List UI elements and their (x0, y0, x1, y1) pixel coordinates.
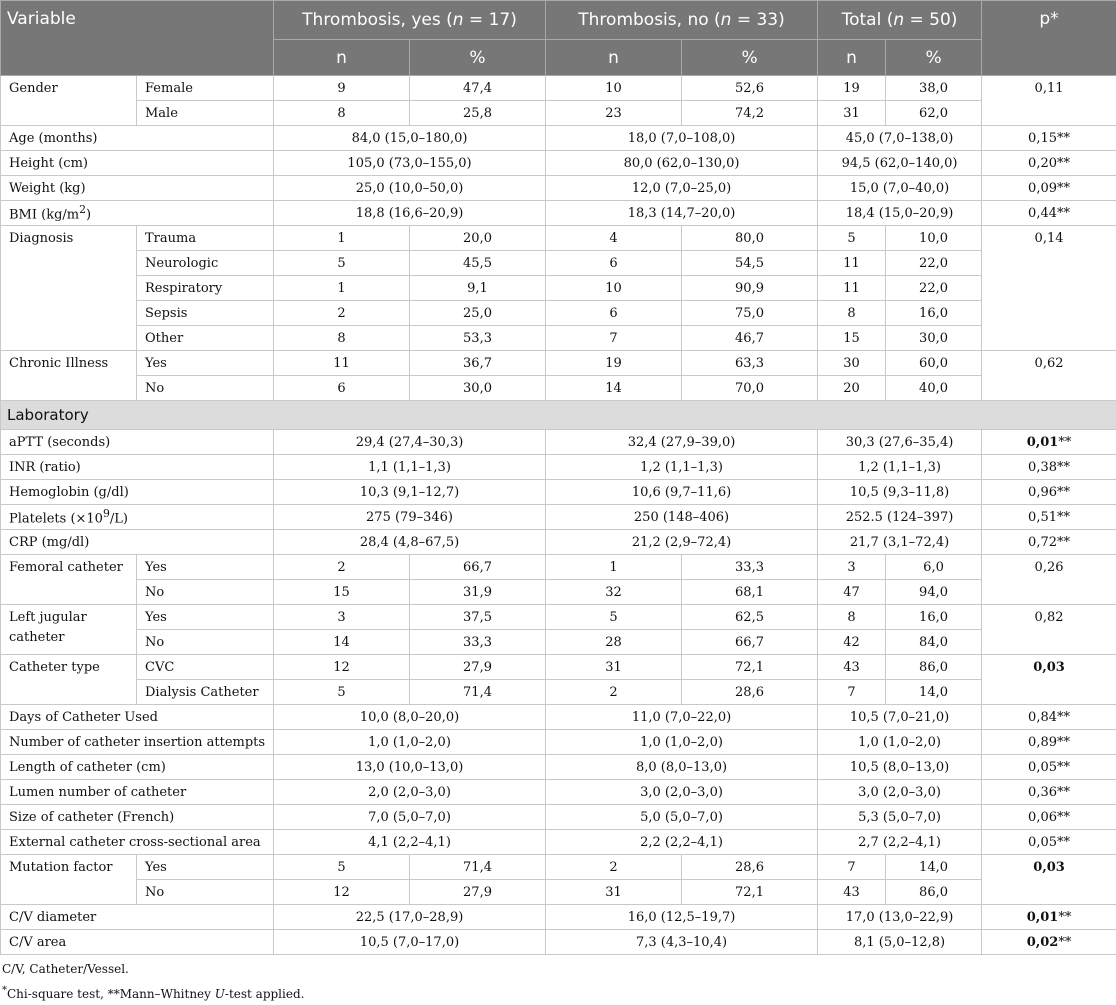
sub-label: Neurologic (137, 251, 274, 276)
cell-value: 32 (546, 580, 682, 605)
p-value: 0,02** (982, 930, 1116, 955)
table-row (1, 376, 1116, 401)
cell-value: 9,1 (410, 276, 546, 301)
subheader-pct: % (410, 40, 546, 76)
cell-value: 10,6 (9,7–11,6) (546, 480, 818, 505)
cell-value: 60,0 (886, 351, 982, 376)
cell-value: 45,5 (410, 251, 546, 276)
cell-value: 6 (546, 251, 682, 276)
cell-value: 17,0 (13,0–22,9) (818, 905, 982, 930)
cell-value: 275 (79–346) (274, 505, 546, 530)
cell-value: 8 (274, 101, 410, 126)
cell-value: 40,0 (886, 376, 982, 401)
cell-value: 80,0 (682, 226, 818, 251)
cell-value: 80,0 (62,0–130,0) (546, 151, 818, 176)
cell-value: 10 (546, 276, 682, 301)
cell-value: 22,0 (886, 276, 982, 301)
cell-value: 250 (148–406) (546, 505, 818, 530)
cell-value: 3,0 (2,0–3,0) (818, 780, 982, 805)
p-value: 0,26 (982, 555, 1116, 605)
cell-value: 43 (818, 880, 886, 905)
cell-value: 8,0 (8,0–13,0) (546, 755, 818, 780)
table-row (1, 276, 1116, 301)
p-value: 0,96** (982, 480, 1116, 505)
cell-value: 3 (274, 605, 410, 630)
p-value: 0,05** (982, 830, 1116, 855)
p-value: 0,51** (982, 505, 1116, 530)
cell-value: 20,0 (410, 226, 546, 251)
cell-value: 72,1 (682, 880, 818, 905)
p-value: 0,20** (982, 151, 1116, 176)
cell-value: 1,0 (1,0–2,0) (546, 730, 818, 755)
table-row (1, 226, 1116, 251)
row-label: Gender (1, 76, 137, 126)
cell-value: 71,4 (410, 680, 546, 705)
cell-value: 75,0 (682, 301, 818, 326)
cell-value: 31 (546, 655, 682, 680)
table-row (1, 755, 1116, 780)
cell-value: 36,7 (410, 351, 546, 376)
cell-value: 7 (818, 680, 886, 705)
cell-value: 45,0 (7,0–138,0) (818, 126, 982, 151)
cell-value: 68,1 (682, 580, 818, 605)
cell-value: 12 (274, 655, 410, 680)
row-label: Mutation factor (1, 855, 137, 905)
cell-value: 19 (818, 76, 886, 101)
subheader-n: n (818, 40, 886, 76)
sub-label: Female (137, 76, 274, 101)
row-label: Catheter type (1, 655, 137, 705)
row-label: C/V diameter (1, 905, 274, 930)
cell-value: 10,5 (8,0–13,0) (818, 755, 982, 780)
section-laboratory: Laboratory (1, 401, 1116, 430)
footnote-tests: *Chi-square test, **Mann–Whitney U-test applied. (2, 980, 1116, 1005)
cell-value: 74,2 (682, 101, 818, 126)
cell-value: 66,7 (410, 555, 546, 580)
cell-value: 2,2 (2,2–4,1) (546, 830, 818, 855)
sub-label: No (137, 880, 274, 905)
cell-value: 11,0 (7,0–22,0) (546, 705, 818, 730)
cell-value: 33,3 (410, 630, 546, 655)
cell-value: 84,0 (15,0–180,0) (274, 126, 546, 151)
row-label: Height (cm) (1, 151, 274, 176)
table-row (1, 76, 1116, 101)
table-row (1, 101, 1116, 126)
p-value: 0,03 (982, 655, 1116, 705)
header-variable: Variable (1, 1, 274, 76)
table-row (1, 780, 1116, 805)
table-row (1, 655, 1116, 680)
cell-value: 31 (546, 880, 682, 905)
sub-label: Yes (137, 351, 274, 376)
sub-label: No (137, 580, 274, 605)
cell-value: 8 (818, 605, 886, 630)
cell-value: 9 (274, 76, 410, 101)
p-value: 0,62 (982, 351, 1116, 401)
row-label: Weight (kg) (1, 176, 274, 201)
cell-value: 28,6 (682, 680, 818, 705)
table-row (1, 705, 1116, 730)
table-row (1, 580, 1116, 605)
header-p-value: p* (982, 1, 1116, 76)
cell-value: 6 (546, 301, 682, 326)
cell-value: 33,3 (682, 555, 818, 580)
cell-value: 14 (546, 376, 682, 401)
cell-value: 11 (818, 276, 886, 301)
cell-value: 90,9 (682, 276, 818, 301)
cell-value: 1,0 (1,0–2,0) (818, 730, 982, 755)
table-row (1, 455, 1116, 480)
cell-value: 29,4 (27,4–30,3) (274, 430, 546, 455)
cell-value: 15 (274, 580, 410, 605)
cell-value: 18,0 (7,0–108,0) (546, 126, 818, 151)
cell-value: 28,6 (682, 855, 818, 880)
cell-value: 10,0 (8,0–20,0) (274, 705, 546, 730)
cell-value: 1 (274, 276, 410, 301)
cell-value: 18,4 (15,0–20,9) (818, 201, 982, 226)
row-label: C/V area (1, 930, 274, 955)
cell-value: 3 (818, 555, 886, 580)
cell-value: 10,5 (7,0–21,0) (818, 705, 982, 730)
subheader-n: n (274, 40, 410, 76)
cell-value: 18,8 (16,6–20,9) (274, 201, 546, 226)
row-label: CRP (mg/dl) (1, 530, 274, 555)
table-row (1, 630, 1116, 655)
footnotes (0, 959, 1116, 1005)
cell-value: 30,3 (27,6–35,4) (818, 430, 982, 455)
cell-value: 46,7 (682, 326, 818, 351)
cell-value: 7 (546, 326, 682, 351)
row-label: External catheter cross-sectional area (1, 830, 274, 855)
footnote-abbreviation: C/V, Catheter/Vessel. (2, 959, 1116, 980)
p-value: 0,84** (982, 705, 1116, 730)
p-value: 0,03 (982, 855, 1116, 905)
cell-value: 84,0 (886, 630, 982, 655)
cell-value: 62,5 (682, 605, 818, 630)
table-row (1, 730, 1116, 755)
row-label: Chronic Illness (1, 351, 137, 401)
cell-value: 10,3 (9,1–12,7) (274, 480, 546, 505)
cell-value: 94,5 (62,0–140,0) (818, 151, 982, 176)
row-label: Femoral catheter (1, 555, 137, 605)
p-value: 0,01** (982, 905, 1116, 930)
section-row (1, 401, 1116, 430)
subheader-n: n (546, 40, 682, 76)
cell-value: 54,5 (682, 251, 818, 276)
cell-value: 30,0 (886, 326, 982, 351)
row-label: Size of catheter (French) (1, 805, 274, 830)
cell-value: 21,7 (3,1–72,4) (818, 530, 982, 555)
table-row (1, 126, 1116, 151)
cell-value: 8 (818, 301, 886, 326)
cell-value: 5 (818, 226, 886, 251)
cell-value: 28,4 (4,8–67,5) (274, 530, 546, 555)
cell-value: 31 (818, 101, 886, 126)
header-total: Total (n = 50) (818, 1, 982, 40)
cell-value: 25,0 (10,0–50,0) (274, 176, 546, 201)
cell-value: 14,0 (886, 855, 982, 880)
cell-value: 94,0 (886, 580, 982, 605)
cell-value: 1 (274, 226, 410, 251)
cell-value: 8,1 (5,0–12,8) (818, 930, 982, 955)
row-label: INR (ratio) (1, 455, 274, 480)
cell-value: 25,0 (410, 301, 546, 326)
table-row (1, 326, 1116, 351)
table-row (1, 351, 1116, 376)
sub-label: Yes (137, 855, 274, 880)
table-row (1, 830, 1116, 855)
cell-value: 7 (818, 855, 886, 880)
p-value: 0,05** (982, 755, 1116, 780)
p-value: 0,01** (982, 430, 1116, 455)
cell-value: 21,2 (2,9–72,4) (546, 530, 818, 555)
table-row (1, 480, 1116, 505)
cell-value: 86,0 (886, 880, 982, 905)
cell-value: 8 (274, 326, 410, 351)
row-label: Diagnosis (1, 226, 137, 351)
cell-value: 2 (546, 680, 682, 705)
row-label: Hemoglobin (g/dl) (1, 480, 274, 505)
cell-value: 3,0 (2,0–3,0) (546, 780, 818, 805)
cell-value: 1 (546, 555, 682, 580)
cell-value: 10 (546, 76, 682, 101)
cell-value: 5 (274, 680, 410, 705)
cell-value: 105,0 (73,0–155,0) (274, 151, 546, 176)
cell-value: 2 (274, 555, 410, 580)
subheader-pct: % (682, 40, 818, 76)
cell-value: 43 (818, 655, 886, 680)
row-label: Platelets $(\times 10^9/L)$ (1, 505, 274, 530)
cell-value: 86,0 (886, 655, 982, 680)
cell-value: 6,0 (886, 555, 982, 580)
header-thrombosis-yes: Thrombosis, yes (n = 17) (274, 1, 546, 40)
cell-value: 63,3 (682, 351, 818, 376)
table-row (1, 251, 1116, 276)
cell-value: 2,7 (2,2–4,1) (818, 830, 982, 855)
cell-value: 1,2 (1,1–1,3) (546, 455, 818, 480)
p-value: 0,82 (982, 605, 1116, 655)
cell-value: 7,3 (4,3–10,4) (546, 930, 818, 955)
cell-value: 72,1 (682, 655, 818, 680)
p-value: 0,14 (982, 226, 1116, 351)
cell-value: 2 (546, 855, 682, 880)
row-label: Lumen number of catheter (1, 780, 274, 805)
cell-value: 10,5 (9,3–11,8) (818, 480, 982, 505)
cell-value: 1,2 (1,1–1,3) (818, 455, 982, 480)
cell-value: 47 (818, 580, 886, 605)
sub-label: Yes (137, 605, 274, 630)
cell-value: 5 (274, 251, 410, 276)
sub-label: Male (137, 101, 274, 126)
cell-value: 2,0 (2,0–3,0) (274, 780, 546, 805)
sub-label: Dialysis Catheter (137, 680, 274, 705)
sub-label: Sepsis (137, 301, 274, 326)
cell-value: 14,0 (886, 680, 982, 705)
subheader-pct: % (886, 40, 982, 76)
cell-value: 70,0 (682, 376, 818, 401)
table-row (1, 530, 1116, 555)
p-value: 0,72** (982, 530, 1116, 555)
cell-value: 31,9 (410, 580, 546, 605)
table-row (1, 805, 1116, 830)
header-row (1, 1, 1116, 40)
p-value: 0,38** (982, 455, 1116, 480)
cell-value: 30,0 (410, 376, 546, 401)
cell-value: 13,0 (10,0–13,0) (274, 755, 546, 780)
cell-value: 38,0 (886, 76, 982, 101)
sub-label: Other (137, 326, 274, 351)
p-value: 0,09** (982, 176, 1116, 201)
row-label: Days of Catheter Used (1, 705, 274, 730)
cell-value: 53,3 (410, 326, 546, 351)
sub-label: Yes (137, 555, 274, 580)
table-row (1, 505, 1116, 530)
cell-value: 2 (274, 301, 410, 326)
table-row (1, 680, 1116, 705)
table-row (1, 176, 1116, 201)
cell-value: 37,5 (410, 605, 546, 630)
cell-value: 14 (274, 630, 410, 655)
row-label: Left jugular catheter (1, 605, 137, 655)
table-row (1, 430, 1116, 455)
p-value: 0,11 (982, 76, 1116, 126)
p-value: 0,06** (982, 805, 1116, 830)
cell-value: 5 (546, 605, 682, 630)
cell-value: 11 (274, 351, 410, 376)
cell-value: 22,5 (17,0–28,9) (274, 905, 546, 930)
cell-value: 18,3 (14,7–20,0) (546, 201, 818, 226)
cell-value: 23 (546, 101, 682, 126)
cell-value: 10,0 (886, 226, 982, 251)
p-value: 0,89** (982, 730, 1116, 755)
cell-value: 1,1 (1,1–1,3) (274, 455, 546, 480)
table-row (1, 905, 1116, 930)
cell-value: 22,0 (886, 251, 982, 276)
cell-value: 47,4 (410, 76, 546, 101)
p-value: 0,15** (982, 126, 1116, 151)
cell-value: 5,0 (5,0–7,0) (546, 805, 818, 830)
cell-value: 4 (546, 226, 682, 251)
sub-label: Trauma (137, 226, 274, 251)
cell-value: 19 (546, 351, 682, 376)
cell-value: 252.5 (124–397) (818, 505, 982, 530)
cell-value: 27,9 (410, 655, 546, 680)
cell-value: 42 (818, 630, 886, 655)
p-value: 0,36** (982, 780, 1116, 805)
row-label: Length of catheter (cm) (1, 755, 274, 780)
sub-label: No (137, 376, 274, 401)
cell-value: 28 (546, 630, 682, 655)
row-label: Number of catheter insertion attempts (1, 730, 274, 755)
table-row (1, 605, 1116, 630)
cell-value: 62,0 (886, 101, 982, 126)
sub-label: Respiratory (137, 276, 274, 301)
cell-value: 16,0 (12,5–19,7) (546, 905, 818, 930)
cell-value: 20 (818, 376, 886, 401)
sub-label: No (137, 630, 274, 655)
cell-value: 5 (274, 855, 410, 880)
p-value: 0,44** (982, 201, 1116, 226)
sub-label: CVC (137, 655, 274, 680)
cell-value: 12,0 (7,0–25,0) (546, 176, 818, 201)
cell-value: 16,0 (886, 301, 982, 326)
row-label: Age (months) (1, 126, 274, 151)
header-thrombosis-no: Thrombosis, no (n = 33) (546, 1, 818, 40)
table-row (1, 151, 1116, 176)
cell-value: 6 (274, 376, 410, 401)
cell-value: 16,0 (886, 605, 982, 630)
table-row (1, 201, 1116, 226)
table-row (1, 855, 1116, 880)
cell-value: 5,3 (5,0–7,0) (818, 805, 982, 830)
table-row (1, 930, 1116, 955)
cell-value: 4,1 (2,2–4,1) (274, 830, 546, 855)
table-row (1, 555, 1116, 580)
cell-value: 11 (818, 251, 886, 276)
cell-value: 1,0 (1,0–2,0) (274, 730, 546, 755)
cell-value: 15,0 (7,0–40,0) (818, 176, 982, 201)
cell-value: 15 (818, 326, 886, 351)
cell-value: 66,7 (682, 630, 818, 655)
cell-value: 25,8 (410, 101, 546, 126)
cell-value: 27,9 (410, 880, 546, 905)
cell-value: 32,4 (27,9–39,0) (546, 430, 818, 455)
row-label: aPTT (seconds) (1, 430, 274, 455)
table-row (1, 880, 1116, 905)
cell-value: 30 (818, 351, 886, 376)
cell-value: 10,5 (7,0–17,0) (274, 930, 546, 955)
cell-value: 52,6 (682, 76, 818, 101)
cell-value: 71,4 (410, 855, 546, 880)
table-row (1, 301, 1116, 326)
row-label: BMI $(kg/m^2)$ (1, 201, 274, 226)
cell-value: 12 (274, 880, 410, 905)
cell-value: 7,0 (5,0–7,0) (274, 805, 546, 830)
